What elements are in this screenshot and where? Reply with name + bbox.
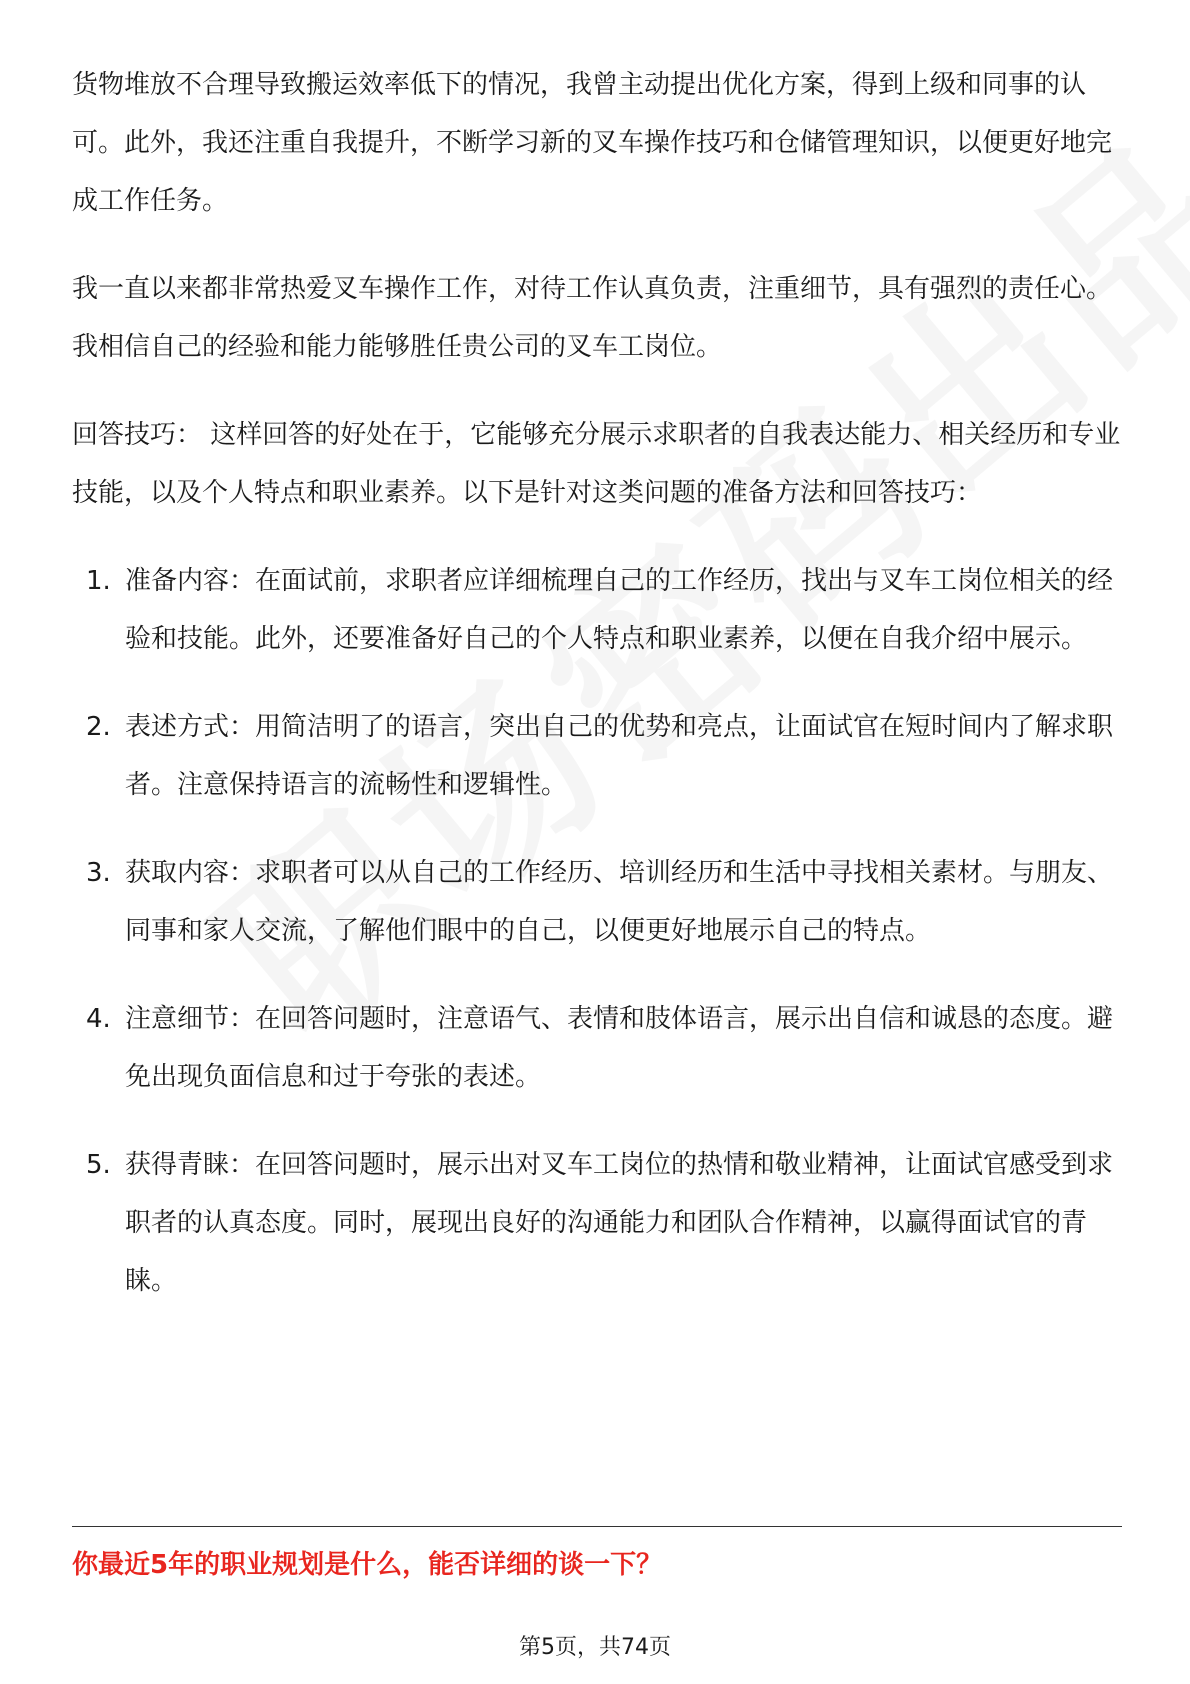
list-item-text: 表述方式：用简洁明了的语言，突出自己的优势和亮点，让面试官在短时间内了解求职者。注意保持语言的流畅性和逻辑性。 <box>125 712 1114 800</box>
list-number: 1. <box>86 566 111 596</box>
list-number: 3. <box>86 858 111 888</box>
page-number: 第5页，共74页 <box>519 1635 671 1660</box>
paragraph: 我一直以来都非常热爱叉车操作工作，对待工作认真负责，注重细节，具有强烈的责任心。我相信自己的经验和能力能够胜任贵公司的叉车工岗位。 <box>72 274 1113 362</box>
list-item <box>72 552 1122 668</box>
answer-tips-intro: 回答技巧： 这样回答的好处在于，它能够充分展示求职者的自我表达能力、相关经历和专业技能，以及个人特点和职业素养。以下是针对这类问题的准备方法和回答技巧： <box>72 420 1121 508</box>
next-question-heading: 你最近5年的职业规划是什么，能否详细的谈一下？ <box>72 1550 663 1580</box>
section-divider <box>72 1526 1122 1527</box>
list-number: 5. <box>86 1150 111 1180</box>
list-item <box>72 698 1122 814</box>
list-number: 2. <box>86 712 111 742</box>
document-body <box>72 56 1122 1340</box>
list-item <box>72 1136 1122 1310</box>
list-item-text: 获取内容：求职者可以从自己的工作经历、培训经历和生活中寻找相关素材。与朋友、同事和家人交流，了解他们眼中的自己，以便更好地展示自己的特点。 <box>125 858 1114 946</box>
list-item-text: 准备内容：在面试前，求职者应详细梳理自己的工作经历，找出与叉车工岗位相关的经验和技能。此外，还要准备好自己的个人特点和职业素养，以便在自我介绍中展示。 <box>125 566 1114 654</box>
tips-list <box>72 552 1122 1310</box>
list-number: 4. <box>86 1004 111 1034</box>
list-item <box>72 844 1122 960</box>
paragraph: 货物堆放不合理导致搬运效率低下的情况，我曾主动提出优化方案，得到上级和同事的认可。此外，我还注重自我提升，不断学习新的叉车操作技巧和仓储管理知识，以便更好地完成工作任务。 <box>72 70 1113 216</box>
list-item-text: 获得青睐：在回答问题时，展示出对叉车工岗位的热情和敬业精神，让面试官感受到求职者的认真态度。同时，展现出良好的沟通能力和团队合作精神，以赢得面试官的青睐。 <box>125 1150 1114 1296</box>
list-item-text: 注意细节：在回答问题时，注意语气、表情和肢体语言，展示出自信和诚恳的态度。避免出现负面信息和过于夸张的表述。 <box>125 1004 1114 1092</box>
list-item <box>72 990 1122 1106</box>
